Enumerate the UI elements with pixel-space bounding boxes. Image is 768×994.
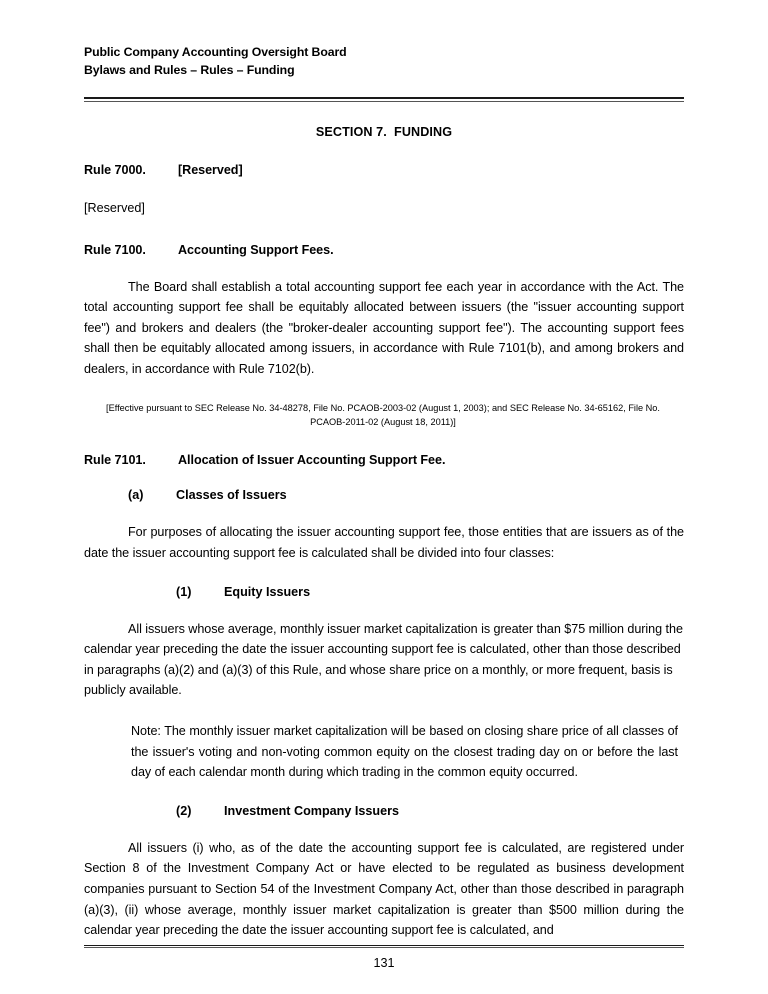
subsection-title-a: Classes of Issuers	[176, 488, 287, 503]
rule-7000-body: [Reserved]	[84, 201, 145, 215]
footer-divider	[84, 945, 684, 949]
rule-title-7100: Accounting Support Fees.	[178, 242, 334, 257]
rule-heading-7100	[84, 243, 684, 257]
subsection-title-a1: Equity Issuers	[224, 584, 311, 599]
subsection-marker-a: (a)	[128, 488, 144, 503]
subsection-a2-body: All issuers (i) who, as of the date the accounting support fee is calculated, are registered under Section 8 of the Investment Company Act or have elected to be regulated as business development companies pursuant to Section 54 of the Investment Company Act, other than those described in paragraph (a)(3), (ii) whose average, monthly issuer market capitalization is greater than $500 million during the calendar year preceding the date the issuer accounting support fee is calculated, and	[84, 840, 684, 938]
subsection-marker-a2: (2)	[176, 803, 192, 818]
rule-heading-7101	[84, 453, 684, 467]
subsection-a-body: For purposes of allocating the issuer accounting support fee, those entities that are issuers as of the date the issuer accounting support fee is calculated shall be divided into four classes:	[84, 525, 684, 561]
rule-heading-7000	[84, 163, 684, 177]
rule-number-7100: Rule 7100.	[84, 242, 146, 257]
document-header	[84, 44, 684, 79]
header-divider	[84, 97, 684, 102]
header-breadcrumb: Bylaws and Rules – Rules – Funding	[84, 62, 295, 77]
section-title: SECTION 7. FUNDING	[315, 125, 453, 139]
subsection-a1-note: Note: The monthly issuer market capitalization will be based on closing share price of all classes of the issuer's voting and non-voting common equity on the closest trading day on or before the last day of each calendar month during which trading in the common equity occurred.	[131, 724, 678, 780]
header-organization: Public Company Accounting Oversight Board	[84, 45, 347, 59]
page-footer	[84, 945, 684, 971]
rule-number-7101: Rule 7101.	[84, 453, 146, 468]
subsection-heading-a	[84, 488, 684, 502]
subsection-a1-body: All issuers whose average, monthly issuer market capitalization is greater than $75 million during the calendar year preceding the date the issuer accounting support fee is calculated, other than those described in paragraphs (a)(2) and (a)(3) of this Rule, and whose share price on a monthly, or more frequent, basis is publicly available.	[84, 621, 683, 698]
rule-7100-body: The Board shall establish a total accounting support fee each year in accordance with the Act. The total accounting support fee shall be equitably allocated between issuers (the "issuer accounting support fee") and brokers and dealers (the "broker-dealer accounting support fee"). The accounting support fees shall then be equitably allocated among issuers, in accordance with Rule 7101(b), and among brokers and dealers, in accordance with Rule 7102(b).	[84, 279, 684, 376]
rule-title-7101: Allocation of Issuer Accounting Support Fee.	[178, 453, 446, 468]
rule-number-7000: Rule 7000.	[84, 163, 146, 177]
subsection-marker-a1: (1)	[176, 584, 192, 599]
subsection-heading-a2	[84, 804, 684, 818]
rule-7100-effective-note: [Effective pursuant to SEC Release No. 34-48278, File No. PCAOB-2003-02 (August 1, 2003); and SEC Release No. 34-65162, File No. PCAOB-2011-02 (August 18, 2011)]	[106, 403, 660, 428]
page-number: 131	[373, 956, 395, 970]
subsection-title-a2: Investment Company Issuers	[224, 803, 399, 818]
rule-title-7000: [Reserved]	[178, 163, 243, 177]
subsection-heading-a1	[84, 585, 684, 599]
